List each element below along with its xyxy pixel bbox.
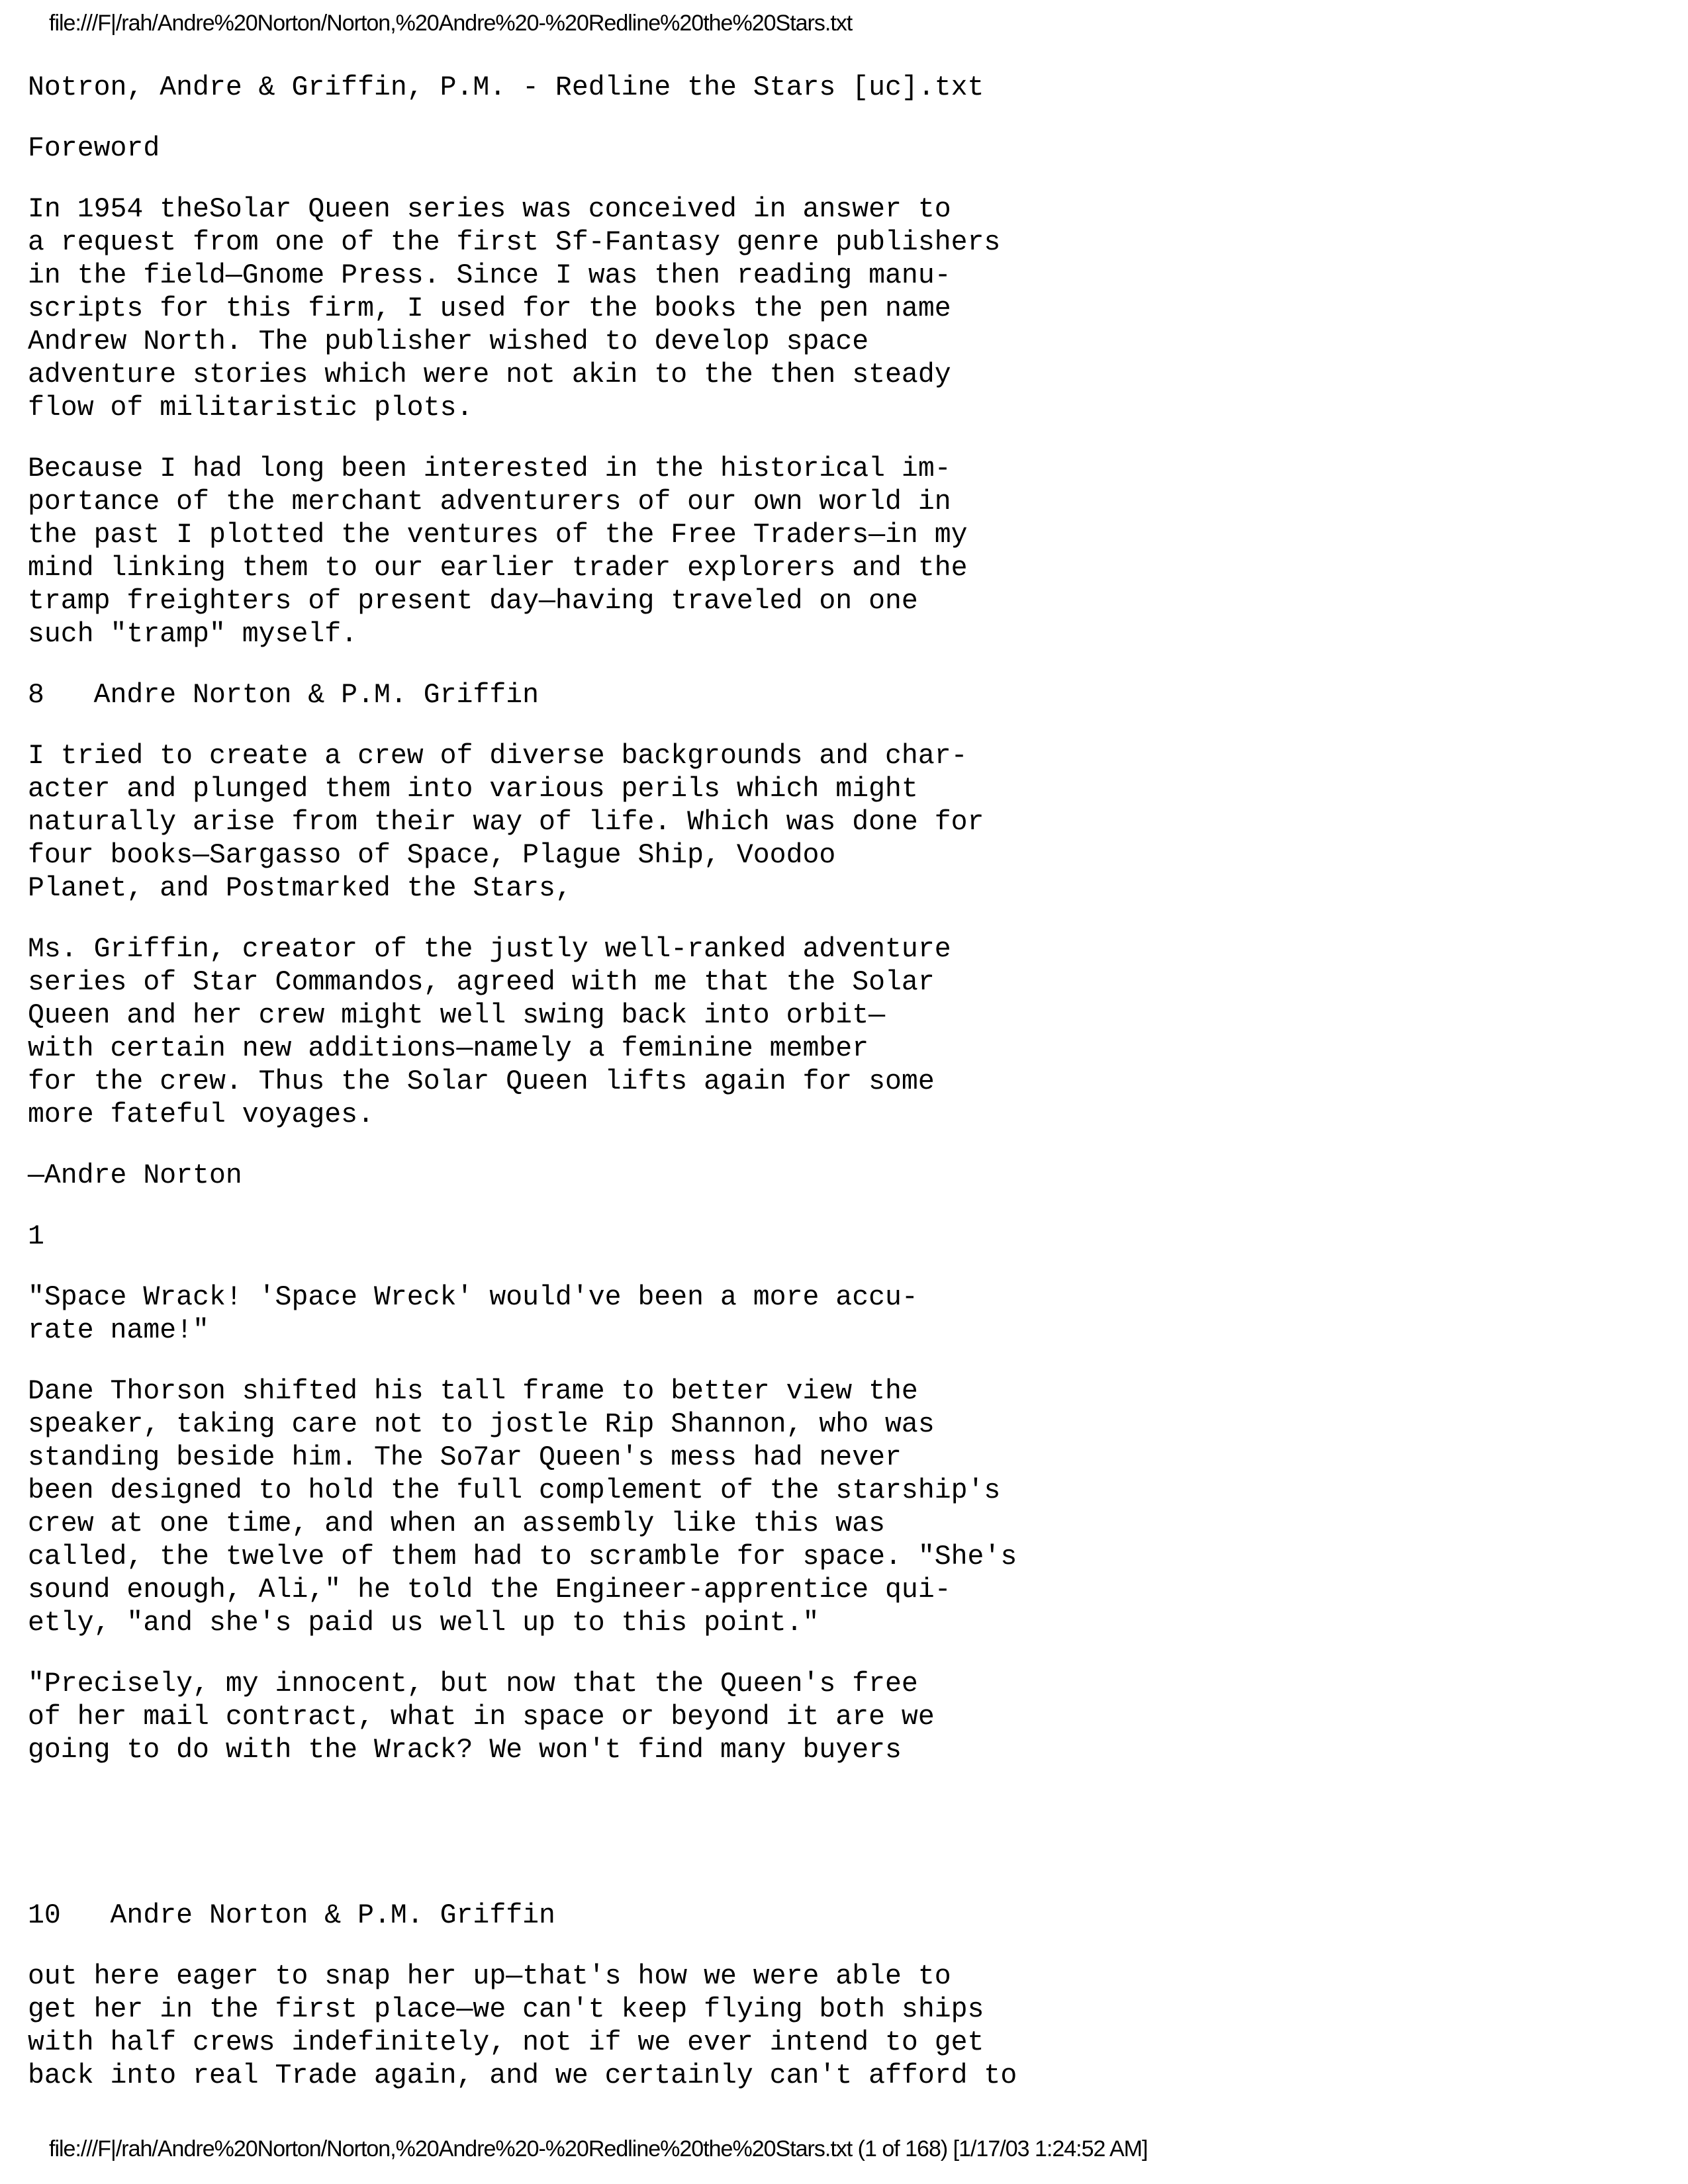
section-heading-foreword: Foreword xyxy=(28,133,160,164)
paragraph: In 1954 theSolar Queen series was conceived in answer to a request from one of the first Sf-Fantasy genre publishers in the field—Gnome Press. Since I was then reading manu- scripts for this firm, I used for the books the pen name Andrew North. The publisher wished to develop space adventure stories which were not akin to the then steady flow of militaristic plots. xyxy=(28,194,1001,424)
footer-file-url: file:///F|/rah/Andre%20Norton/Norton,%20Andre%20-%20Redline%20the%20Stars.txt (1 of 168) [1/17/03 1:24:52 AM] xyxy=(49,2136,1148,2161)
chapter-number: 1 xyxy=(28,1221,44,1252)
document-title: Notron, Andre & Griffin, P.M. - Redline the Stars [uc].txt xyxy=(28,72,984,103)
document-body xyxy=(28,71,1656,2120)
running-header: 8 Andre Norton & P.M. Griffin xyxy=(28,680,539,711)
running-header: 10 Andre Norton & P.M. Griffin xyxy=(28,1900,555,1931)
paragraph: out here eager to snap her up—that's how we were able to get her in the first place—we can't keep flying both ships with half crews indefinitely, not if we ever intend to get back into real Trade again, and we certainly can't afford to xyxy=(28,1961,1017,2091)
paragraph: "Precisely, my innocent, but now that the Queen's free of her mail contract, what in space or beyond it are we going to do with the Wrack? We won't find many buyers xyxy=(28,1668,935,1766)
paragraph: "Space Wrack! 'Space Wreck' would've been a more accu- rate name!" xyxy=(28,1282,918,1346)
signature-line: —Andre Norton xyxy=(28,1160,242,1191)
paragraph: Ms. Griffin, creator of the justly well-ranked adventure series of Star Commandos, agreed with me that the Solar Queen and her crew might well swing back into orbit— with certain new additions—namely a feminine member for the crew. Thus the Solar Queen lifts again for some more fateful voyages. xyxy=(28,934,951,1130)
header-file-url: file:///F|/rah/Andre%20Norton/Norton,%20Andre%20-%20Redline%20the%20Stars.txt xyxy=(49,11,853,36)
paragraph: Because I had long been interested in the historical im- portance of the merchant adventurers of our own world in the past I plotted the ventures of the Free Traders—in my mind linking them to our earlier trader explorers and the tramp freighters of present day—having traveled on one such "tramp" myself. xyxy=(28,453,968,650)
paragraph: I tried to create a crew of diverse backgrounds and char- acter and plunged them into various perils which might naturally arise from their way of life. Which was done for four books—Sargasso of Space, Plague Ship, Voodoo Planet, and Postmarked the Stars, xyxy=(28,741,984,904)
paragraph: Dane Thorson shifted his tall frame to better view the speaker, taking care not to jostle Rip Shannon, who was standing beside him. The So7ar Queen's mess had never been designed to hold the full complement of the starship's crew at one time, and when an assembly like this was called, the twelve of them had to scramble for space. "She's sound enough, Ali," he told the Engineer-apprentice qui- etly, "and she's paid us well up to this point." xyxy=(28,1376,1017,1639)
